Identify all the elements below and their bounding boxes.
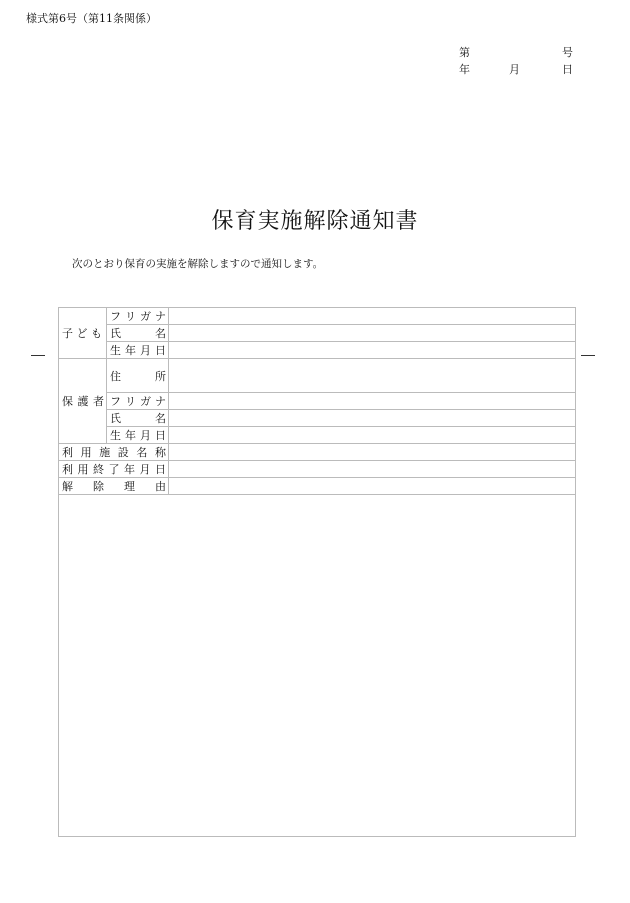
end-date-label: 利 用 終 了 年 月 日 <box>59 461 169 478</box>
reference-go: 号 <box>562 46 573 59</box>
date-year: 年 <box>459 63 470 76</box>
reason-header-field[interactable] <box>169 478 576 495</box>
date-day: 日 <box>562 63 573 76</box>
notification-table <box>58 307 576 837</box>
end-date-field[interactable] <box>169 461 576 478</box>
date-month: 月 <box>509 63 520 76</box>
child-furigana-label: フ リ ガ ナ <box>107 308 169 325</box>
intro-text: 次のとおり保育の実施を解除しますので通知します。 <box>72 258 324 270</box>
reference-dai: 第 <box>459 46 470 59</box>
guardian-birthdate-label: 生 年 月 日 <box>107 427 169 444</box>
document-title: 保育実施解除通知書 <box>211 209 419 234</box>
guardian-name-label: 氏 名 <box>107 410 169 427</box>
reference-number-line <box>459 44 573 58</box>
child-group-label: 子 ど も <box>59 308 107 359</box>
facility-name-label: 利 用 施 設 名 称 <box>59 444 169 461</box>
reason-label: 解 除 理 由 <box>59 478 169 495</box>
guardian-name-field[interactable] <box>169 410 576 427</box>
right-fold-mark <box>581 355 595 356</box>
guardian-furigana-label: フ リ ガ ナ <box>107 393 169 410</box>
reference-date-line <box>459 61 573 75</box>
guardian-birthdate-field[interactable] <box>169 427 576 444</box>
facility-name-field[interactable] <box>169 444 576 461</box>
child-name-label: 氏 名 <box>107 325 169 342</box>
left-fold-mark <box>31 355 45 356</box>
guardian-address-field[interactable] <box>169 359 576 393</box>
guardian-furigana-field[interactable] <box>169 393 576 410</box>
child-birthdate-label: 生 年 月 日 <box>107 342 169 359</box>
guardian-address-label: 住 所 <box>107 359 169 393</box>
reason-body-field[interactable] <box>59 495 576 836</box>
child-furigana-field[interactable] <box>169 308 576 325</box>
child-birthdate-field[interactable] <box>169 342 576 359</box>
form-number: 様式第6号（第11条関係） <box>26 12 157 25</box>
child-name-field[interactable] <box>169 325 576 342</box>
guardian-group-label: 保 護 者 <box>59 359 107 444</box>
